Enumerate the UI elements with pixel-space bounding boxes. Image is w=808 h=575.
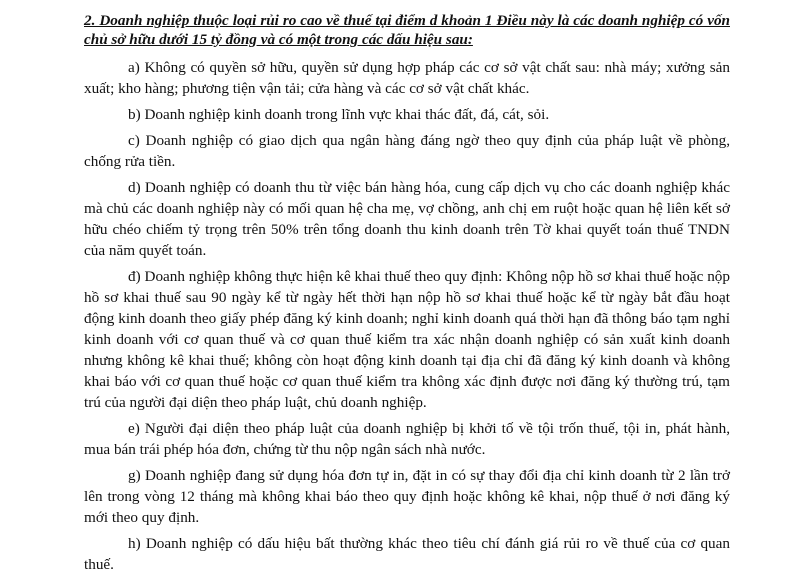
paragraph-h: h) Doanh nghiệp có dấu hiệu bất thường khác theo tiêu chí đánh giá rủi ro về thuế của cơ quan thuế. <box>84 535 730 573</box>
paragraph-dd: đ) Doanh nghiệp không thực hiện kê khai thuế theo quy định: Không nộp hồ sơ khai thuế hoặc nộp hồ sơ khai thuế sau 90 ngày kể từ ngày hết thời hạn nộp hồ sơ khai thuế hoặc kể từ ngày bắt đầu hoạt động kinh doanh theo giấy phép đăng ký kinh doanh; nghỉ kinh doanh quá thời hạn đã thông báo tạm nghỉ kinh doanh với cơ quan thuế và cơ quan thuế kiểm tra xác nhận doanh nghiệp có sản xuất kinh doanh nhưng không kê khai thuế; không còn hoạt động kinh doanh tại địa chỉ đã đăng ký kinh doanh và không khai báo với cơ quan thuế hoặc cơ quan thuế kiểm tra không xác định được nơi đăng ký thường trú, tạm trú của người đại diện theo pháp luật, chủ doanh nghiệp. <box>84 268 730 411</box>
paragraph-b: b) Doanh nghiệp kinh doanh trong lĩnh vực khai thác đất, đá, cát, sỏi. <box>128 106 550 123</box>
section-heading: 2. Doanh nghiệp thuộc loại rủi ro cao về thuế tại điểm d khoản 1 Điều này là các doanh nghiệp có vốn chủ sở hữu dưới 15 tỷ đồng và có một trong các dấu hiệu sau: <box>84 12 730 48</box>
paragraph-d: d) Doanh nghiệp có doanh thu từ việc bán hàng hóa, cung cấp dịch vụ cho các doanh nghiệp khác mà chủ các doanh nghiệp này có mối quan hệ cha mẹ, vợ chồng, anh chị em ruột hoặc quan hệ liên kết sở hữu chéo chiếm tỷ trọng trên 50% trên tổng doanh thu kinh doanh trên Tờ khai quyết toán thuế TNDN của năm quyết toán. <box>84 179 730 259</box>
paragraph-g: g) Doanh nghiệp đang sử dụng hóa đơn tự in, đặt in có sự thay đổi địa chỉ kinh doanh từ 2 lần trở lên trong vòng 12 tháng mà không khai báo theo quy định hoặc không kê khai, nộp thuế ở nơi đăng ký mới theo quy định. <box>84 467 730 526</box>
paragraph-c: c) Doanh nghiệp có giao dịch qua ngân hàng đáng ngờ theo quy định của pháp luật về phòng, chống rửa tiền. <box>84 132 730 170</box>
paragraph-a: a) Không có quyền sở hữu, quyền sử dụng hợp pháp các cơ sở vật chất sau: nhà máy; xưởng sản xuất; kho hàng; phương tiện vận tải; cửa hàng và các cơ sở vật chất khác. <box>84 59 730 97</box>
paragraph-e: e) Người đại diện theo pháp luật của doanh nghiệp bị khởi tố về tội trốn thuế, tội in, phát hành, mua bán trái phép hóa đơn, chứng từ thu nộp ngân sách nhà nước. <box>84 420 730 458</box>
